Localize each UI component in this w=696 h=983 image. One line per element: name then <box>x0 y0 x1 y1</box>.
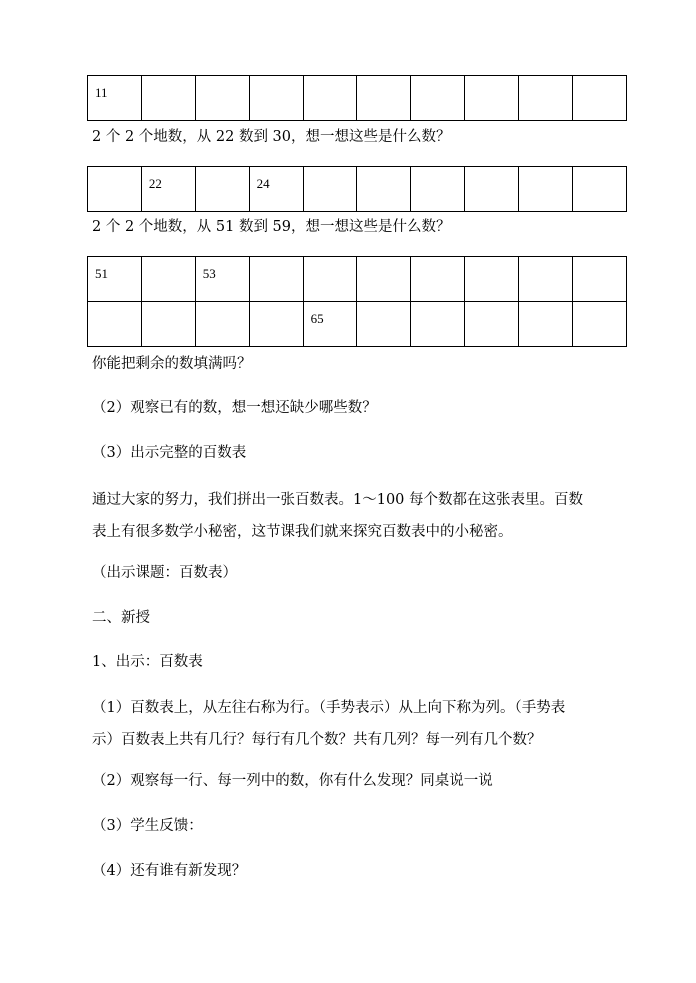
sub-3: （3）学生反馈： <box>92 818 203 834</box>
grid-row <box>88 302 627 347</box>
grid-cell: 11 <box>88 76 142 121</box>
intro-paragraph <box>92 484 632 548</box>
grid-cell <box>519 257 573 302</box>
grid-cell <box>141 76 195 121</box>
grid-cell <box>411 167 465 212</box>
grid-cell <box>195 76 249 121</box>
grid-cell <box>249 257 303 302</box>
intro-line-2: 表上有很多数学小秘密，这节课我们就来探究百数表中的小秘密。 <box>92 524 513 540</box>
fill-question: 你能把剩余的数填满吗？ <box>92 356 252 372</box>
grid-cell: 24 <box>249 167 303 212</box>
grid-cell: 51 <box>88 257 142 302</box>
number-grid-1 <box>87 75 627 121</box>
grid-row <box>88 257 627 302</box>
grid-row <box>88 76 627 121</box>
grid-cell <box>357 76 411 121</box>
grid-cell: 65 <box>303 302 357 347</box>
question-count-22-30: 2 个 2 个地数，从 22 数到 30，想一想这些是什么数？ <box>92 129 451 145</box>
grid-cell <box>519 167 573 212</box>
grid-cell <box>573 167 627 212</box>
question-count-51-59: 2 个 2 个地数，从 51 数到 59，想一想这些是什么数？ <box>92 219 451 235</box>
grid-cell <box>88 167 142 212</box>
step-3: （3）出示完整的百数表 <box>92 445 247 461</box>
grid-cell <box>249 76 303 121</box>
grid-cell <box>303 76 357 121</box>
grid-cell <box>141 302 195 347</box>
grid-cell <box>573 302 627 347</box>
grid-cell: 22 <box>141 167 195 212</box>
intro-line-1: 通过大家的努力，我们拼出一张百数表。1～100 每个数都在这张表里。百数 <box>92 492 584 508</box>
sub-4: （4）还有谁有新发现？ <box>92 863 247 879</box>
topic-line: （出示课题：百数表） <box>92 565 237 581</box>
grid-cell: 53 <box>195 257 249 302</box>
grid-row <box>88 167 627 212</box>
item-1: 1、出示：百数表 <box>92 654 203 670</box>
grid-cell <box>141 257 195 302</box>
grid-cell <box>411 257 465 302</box>
grid-cell <box>357 167 411 212</box>
sub-1-paragraph <box>92 692 632 756</box>
grid-cell <box>357 257 411 302</box>
grid-cell <box>465 76 519 121</box>
grid-cell <box>411 302 465 347</box>
grid-cell <box>195 302 249 347</box>
number-grid-2 <box>87 166 627 212</box>
sub-2: （2）观察每一行、每一列中的数，你有什么发现？同桌说一说 <box>92 773 493 789</box>
grid-cell <box>573 76 627 121</box>
number-grid-3 <box>87 256 627 347</box>
sub-1-line-1: （1）百数表上，从左往右称为行。（手势表示）从上向下称为列。（手势表 <box>92 700 566 716</box>
grid-cell <box>303 167 357 212</box>
grid-cell <box>303 257 357 302</box>
step-2: （2）观察已有的数，想一想还缺少哪些数？ <box>92 400 377 416</box>
grid-cell <box>88 302 142 347</box>
grid-cell <box>249 302 303 347</box>
grid-cell <box>357 302 411 347</box>
grid-cell <box>195 167 249 212</box>
section-heading: 二、新授 <box>92 610 150 626</box>
grid-cell <box>573 257 627 302</box>
grid-cell <box>411 76 465 121</box>
grid-cell <box>465 302 519 347</box>
sub-1-line-2: 示）百数表上共有几行？每行有几个数？共有几列？每一列有几个数？ <box>92 732 542 748</box>
grid-cell <box>465 257 519 302</box>
grid-cell <box>519 76 573 121</box>
grid-cell <box>465 167 519 212</box>
grid-cell <box>519 302 573 347</box>
